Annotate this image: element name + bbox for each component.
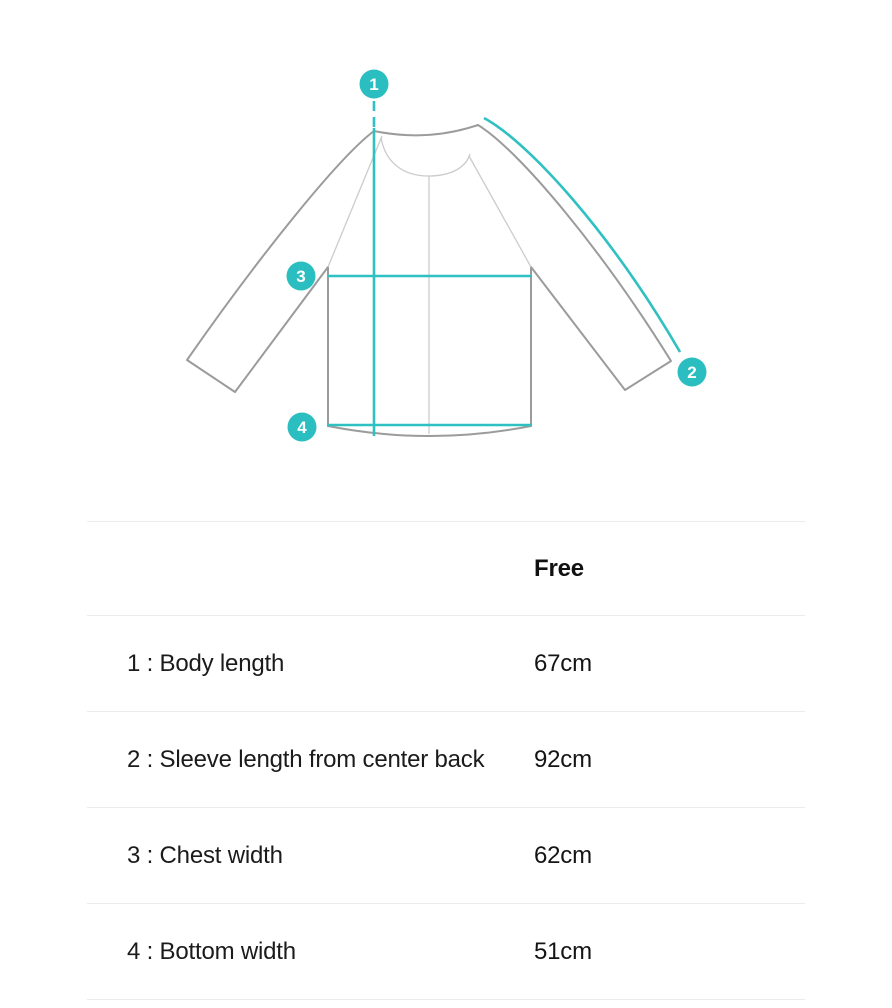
marker-1-label: 1 — [369, 75, 379, 94]
marker-3-label: 3 — [296, 267, 306, 286]
measurement-label: 4 : Bottom width — [127, 937, 296, 965]
measurement-marker-3 — [287, 262, 316, 291]
measurement-value: 62cm — [534, 841, 592, 869]
measurement-value: 92cm — [534, 745, 592, 773]
measurement-marker-4 — [288, 413, 317, 442]
size-table — [87, 521, 805, 1000]
measurement-value: 51cm — [534, 937, 592, 965]
measurement-lines — [328, 101, 680, 436]
measurement-marker-1 — [360, 70, 389, 99]
right-raglan-seam — [469, 156, 531, 267]
neckline-curve — [381, 137, 470, 176]
marker-2-label: 2 — [687, 363, 697, 382]
measurement-label: 1 : Body length — [127, 649, 285, 677]
garment-seams — [328, 136, 531, 434]
garment-diagram-section — [0, 0, 892, 492]
size-column-header: Free — [534, 554, 584, 582]
garment-measurement-diagram — [0, 0, 892, 492]
measurement-label: 2 : Sleeve length from center back — [127, 745, 485, 773]
collar-top-edge — [374, 125, 478, 135]
table-row-bottom-width — [87, 903, 805, 999]
marker-4-label: 4 — [297, 418, 307, 437]
table-row-chest-width — [87, 807, 805, 903]
measurement-value: 67cm — [534, 649, 592, 677]
size-table-header-row — [87, 521, 805, 615]
left-sleeve-outline — [187, 131, 374, 392]
measurement-label: 3 : Chest width — [127, 841, 283, 869]
table-row-sleeve-length — [87, 711, 805, 807]
table-row-body-length — [87, 615, 805, 711]
right-sleeve-outline — [478, 125, 671, 390]
measurement-marker-2 — [678, 358, 707, 387]
